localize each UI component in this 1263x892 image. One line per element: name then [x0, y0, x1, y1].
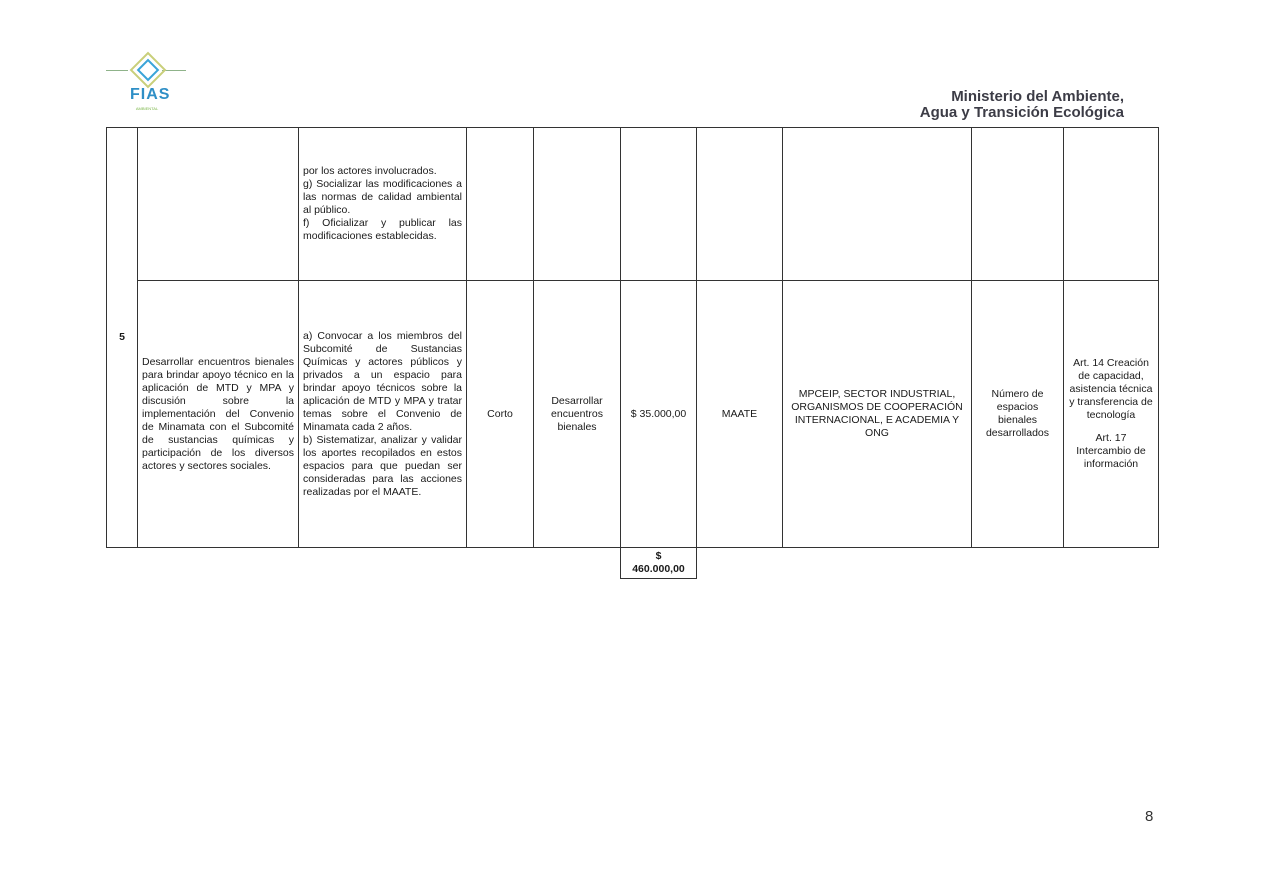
action-line: f) Oficializar y publicar las modificaciones establecidas. [303, 217, 462, 242]
page-number: 8 [1145, 808, 1154, 825]
article-17: Art. 17 Intercambio de información [1076, 432, 1146, 470]
action-line: por los actores involucrados. [303, 165, 437, 177]
total-cell [621, 548, 697, 579]
ministry-title [906, 89, 1124, 121]
action-plan-table [106, 127, 1159, 579]
total-spacer [107, 548, 621, 579]
indicator-cell-empty [972, 128, 1064, 281]
actions-cell [299, 128, 467, 281]
total-spacer-right [697, 548, 1159, 579]
total-symbol: $ [655, 550, 662, 562]
budget-cell: $ 35.000,00 [621, 281, 697, 548]
actions-cell [299, 281, 467, 548]
logo-brand-text: FIAS [130, 86, 171, 103]
row-number-cell: 5 [107, 128, 138, 548]
action-a: a) Convocar a los miembros del Subcomité de Sustancias Químicas y actores públicos y privados a un espacio para brindar apoyo técnicos sobre la aplicación de MTD y MPA y tratar temas sobre el Convenio de Minamata cada 2 años. [303, 329, 462, 433]
ministry-line-1: Ministerio del Ambiente, [951, 88, 1124, 105]
article-14: Art. 14 Creación de capacidad, asistencia técnica y transferencia de tecnología [1069, 357, 1153, 421]
article-cell-empty [1064, 128, 1159, 281]
logo-line-left [106, 70, 128, 71]
ministry-line-2: Agua y Transición Ecológica [919, 104, 1124, 121]
term-cell-empty [467, 128, 534, 281]
product-cell: Desarrollar encuentros bienales [534, 281, 621, 548]
term-cell: Corto [467, 281, 534, 548]
budget-cell-empty [621, 128, 697, 281]
action-line: g) Socializar las modificaciones a las normas de calidad ambiental al público. [303, 178, 462, 216]
fias-logo [106, 54, 188, 126]
action-b: b) Sistematizar, analizar y validar los aportes recopilados en estos espacios para que puedan ser consideradas para las acciones realizadas por el MAATE. [303, 433, 462, 498]
article-cell [1064, 281, 1159, 548]
activity-cell: Desarrollar encuentros bienales para brindar apoyo técnico en la aplicación de MTD y MPA y discusión sobre la implementación del Convenio de Minamata con el Subcomité de sustancias químicas y participación de los diversos actores y sectores sociales. [138, 281, 299, 548]
total-row [107, 548, 1159, 579]
responsible-cell-empty [697, 128, 783, 281]
partners-cell-empty [783, 128, 972, 281]
partners-cell: MPCEIP, SECTOR INDUSTRIAL, ORGANISMOS DE COOPERACIÓN INTERNACIONAL, E ACADEMIA Y ONG [783, 281, 972, 548]
responsible-cell: MAATE [697, 281, 783, 548]
activity-cell-empty [138, 128, 299, 281]
table-row [107, 281, 1159, 548]
logo-subtext: AMBIENTAL [135, 106, 159, 111]
table-row [107, 128, 1159, 281]
total-value: 460.000,00 [632, 563, 685, 575]
indicator-cell: Número de espacios bienales desarrollados [972, 281, 1064, 548]
product-cell-empty [534, 128, 621, 281]
